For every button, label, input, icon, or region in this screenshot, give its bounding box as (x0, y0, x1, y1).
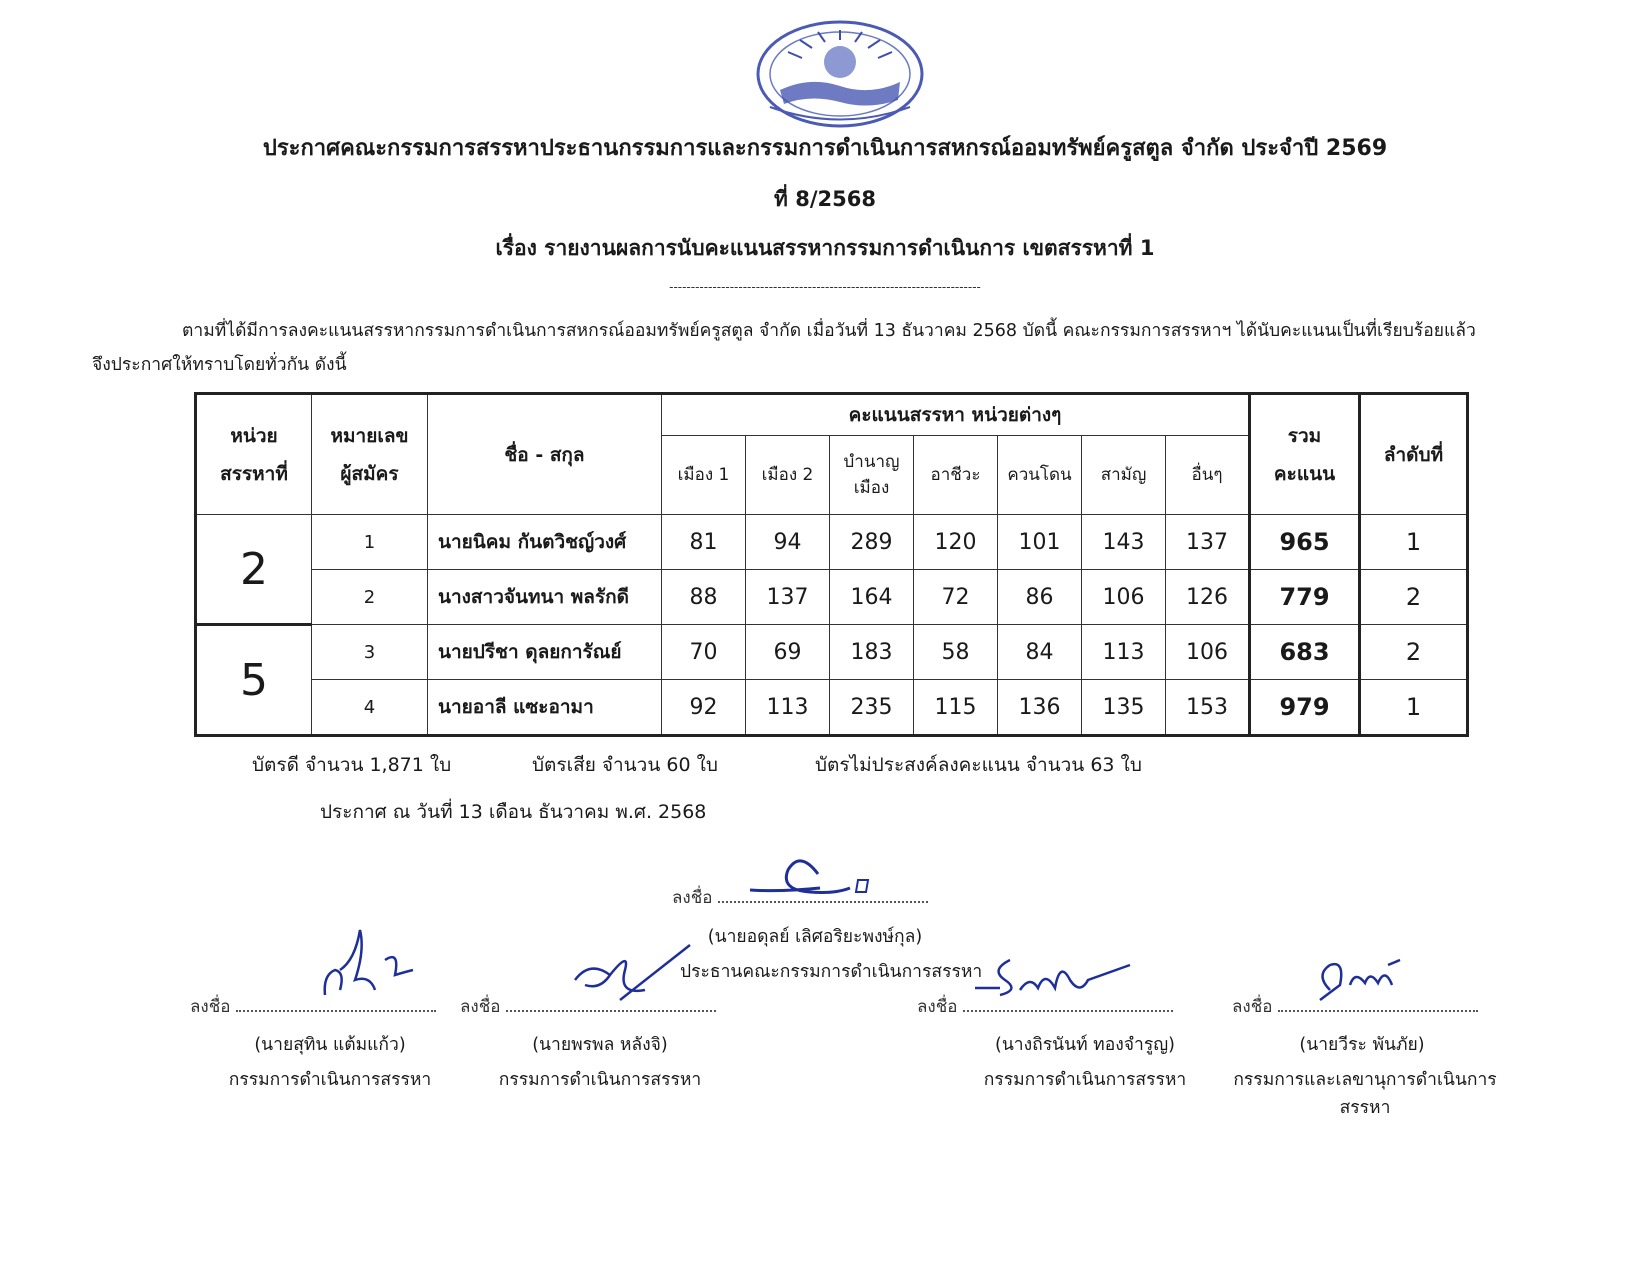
score-cell: 143 (1082, 515, 1166, 570)
score-cell: 183 (830, 625, 914, 680)
header-unit-vocational: อาชีวะ (914, 436, 998, 515)
score-cell: 113 (1082, 625, 1166, 680)
total-score: 683 (1250, 625, 1360, 680)
score-cell: 115 (914, 680, 998, 736)
chair-name: (นายอดุลย์ เลิศอริยะพงษ์กุล) (707, 927, 923, 947)
score-cell: 101 (998, 515, 1082, 570)
score-cell: 153 (1166, 680, 1250, 736)
intro-line-1: ตามที่ได้มีการลงคะแนนสรรหากรรมการดำเนินการสหกรณ์ออมทรัพย์ครูสตูล จำกัด เมื่อวันที่ 13 ธันวาคม 2568 บัดนี้ คณะกรรมการสรรหาฯ ได้นับคะแนนเป็นที่เรียบร้อยแล้ว (182, 321, 1476, 341)
unit-number: 5 (196, 625, 312, 736)
candidate-no: 3 (312, 625, 428, 680)
score-cell: 164 (830, 570, 914, 625)
chair-role: ประธานคณะกรรมการดำเนินการสรรหา (680, 962, 983, 982)
table-header-row-1 (196, 394, 1468, 436)
intro-paragraph (92, 314, 1612, 382)
score-cell: 86 (998, 570, 1082, 625)
score-cell: 289 (830, 515, 914, 570)
rank-cell: 1 (1360, 515, 1468, 570)
candidate-name: นายปรีชา ดุลยการัณย์ (428, 625, 662, 680)
signer-3-role: กรรมการดำเนินการสรรหา (983, 1070, 1187, 1090)
unit-number: 2 (196, 515, 312, 625)
signer-3-sign-line: ลงชื่อ (917, 993, 1173, 1020)
score-cell: 120 (914, 515, 998, 570)
header-unit-mueang-2: เมือง 2 (746, 436, 830, 515)
table-row (196, 625, 1468, 680)
ballots-good: บัตรดี จำนวน 1,871 ใบ (252, 754, 452, 776)
score-cell: 88 (662, 570, 746, 625)
score-cell: 235 (830, 680, 914, 736)
score-cell: 106 (1166, 625, 1250, 680)
table-row (196, 680, 1468, 736)
score-cell: 126 (1166, 570, 1250, 625)
table-row (196, 515, 1468, 570)
candidate-name: นายอาลี แซะอามา (428, 680, 662, 736)
signer-2-name: (นายพรพล หลังจิ) (532, 1035, 668, 1055)
cooperative-seal-stamp (740, 12, 940, 132)
signer-1-signature-handwriting (315, 920, 425, 1010)
total-score: 979 (1250, 680, 1360, 736)
score-cell: 72 (914, 570, 998, 625)
candidate-name: นางสาวจันทนา พลรักดี (428, 570, 662, 625)
rank-cell: 2 (1360, 570, 1468, 625)
score-cell: 136 (998, 680, 1082, 736)
separator-line: ------------------------------------------------------------------------ (669, 280, 981, 294)
header-unit-general: สามัญ (1082, 436, 1166, 515)
ballots-no-vote: บัตรไม่ประสงค์ลงคะแนน จำนวน 63 ใบ (815, 754, 1142, 776)
rank-cell: 1 (1360, 680, 1468, 736)
intro-line-2: จึงประกาศให้ทราบโดยทั่วกัน ดังนี้ (92, 355, 347, 375)
announce-date: ประกาศ ณ วันที่ 13 เดือน ธันวาคม พ.ศ. 2568 (320, 801, 707, 823)
header-unit-pension: บำนาญ เมือง (830, 436, 914, 515)
total-score: 965 (1250, 515, 1360, 570)
signer-4-name: (นายวีระ พันภัย) (1299, 1035, 1425, 1055)
announcement-title: ประกาศคณะกรรมการสรรหาประธานกรรมการและกรรมการดำเนินการสหกรณ์ออมทรัพย์ครูสตูล จำกัด ประจำปี 2569 (262, 136, 1388, 161)
header-total: รวม คะแนน (1250, 394, 1360, 515)
signer-4-sign-line: ลงชื่อ (1232, 993, 1478, 1020)
table-row (196, 570, 1468, 625)
score-cell: 58 (914, 625, 998, 680)
candidate-name: นายนิคม กันตวิชญ์วงศ์ (428, 515, 662, 570)
vote-results-table (194, 392, 1469, 737)
rank-cell: 2 (1360, 625, 1468, 680)
score-cell: 137 (1166, 515, 1250, 570)
signer-4-signature-handwriting (1310, 955, 1410, 1005)
score-cell: 113 (746, 680, 830, 736)
header-scores-group: คะแนนสรรหา หน่วยต่างๆ (662, 394, 1250, 436)
score-cell: 94 (746, 515, 830, 570)
header-unit-mueang-1: เมือง 1 (662, 436, 746, 515)
signer-2-signature-handwriting (570, 940, 700, 1010)
header-unit-others: อื่นๆ (1166, 436, 1250, 515)
signer-1-role: กรรมการดำเนินการสรรหา (228, 1070, 432, 1090)
total-score: 779 (1250, 570, 1360, 625)
signer-2-sign-line: ลงชื่อ (460, 993, 716, 1020)
score-cell: 69 (746, 625, 830, 680)
signer-4-role: กรรมการและเลขานุการดำเนินการสรรหา (1233, 1070, 1497, 1118)
announcement-subject: เรื่อง รายงานผลการนับคะแนนสรรหากรรมการดำเนินการ เขตสรรหาที่ 1 (495, 236, 1155, 260)
header-rank: ลำดับที่ (1360, 394, 1468, 515)
candidate-no: 4 (312, 680, 428, 736)
header-unit: หน่วย สรรหาที่ (196, 394, 312, 515)
chair-sign-line: ลงชื่อ (672, 884, 928, 911)
header-candidate-no: หมายเลข ผู้สมัคร (312, 394, 428, 515)
candidate-no: 1 (312, 515, 428, 570)
score-cell: 70 (662, 625, 746, 680)
score-cell: 106 (1082, 570, 1166, 625)
score-cell: 92 (662, 680, 746, 736)
signer-1-name: (นายสุทิน แต้มแก้ว) (254, 1035, 406, 1055)
score-cell: 84 (998, 625, 1082, 680)
score-cell: 135 (1082, 680, 1166, 736)
header-name: ชื่อ - สกุล (428, 394, 662, 515)
ballots-spoiled: บัตรเสีย จำนวน 60 ใบ (532, 754, 718, 776)
score-cell: 137 (746, 570, 830, 625)
announcement-number: ที่ 8/2568 (774, 187, 876, 211)
chair-signature-handwriting (740, 850, 900, 910)
signer-3-name: (นางถิรนันท์ ทองจำรูญ) (995, 1035, 1175, 1055)
score-cell: 81 (662, 515, 746, 570)
signer-1-sign-line: ลงชื่อ (190, 993, 436, 1020)
header-unit-khuan-don: ควนโดน (998, 436, 1082, 515)
candidate-no: 2 (312, 570, 428, 625)
signer-3-signature-handwriting (970, 950, 1170, 1000)
signer-2-role: กรรมการดำเนินการสรรหา (498, 1070, 702, 1090)
